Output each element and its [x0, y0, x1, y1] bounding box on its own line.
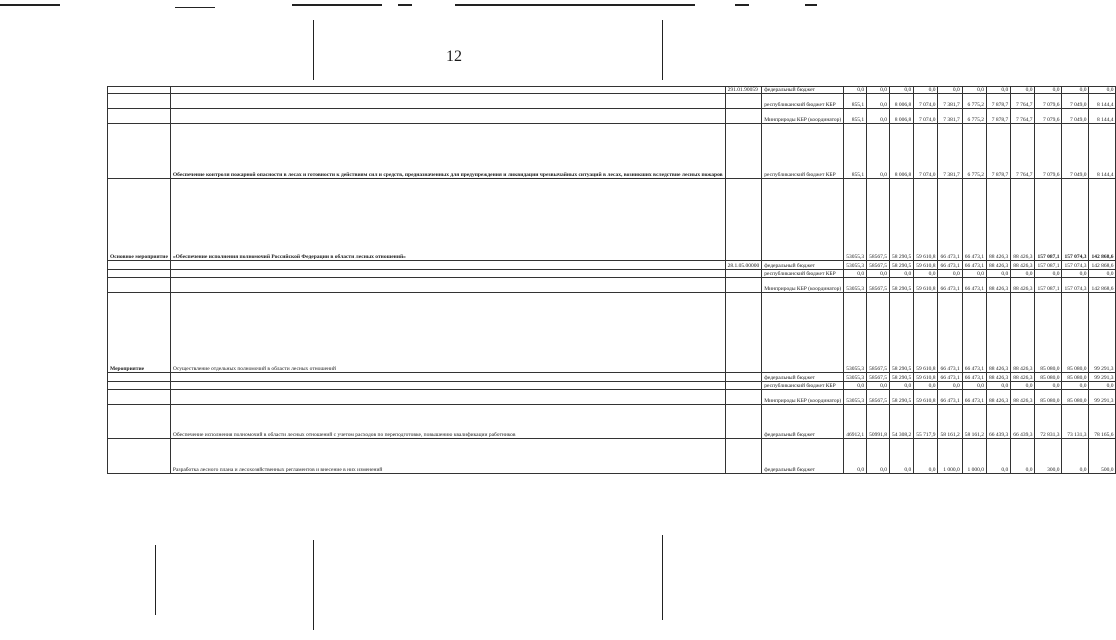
row-code-cell [725, 278, 762, 293]
row-name-cell [170, 109, 725, 124]
value-cell: 66 473,1 [938, 390, 962, 405]
row-type-cell: Основное мероприятие [108, 179, 171, 261]
value-cell: 0,0 [962, 270, 986, 278]
value-cell: 53055,3 [844, 373, 867, 382]
value-cell: 7 049,0 [1062, 94, 1089, 109]
table-row [108, 270, 1116, 278]
table-row [108, 179, 1116, 261]
scan-artifact-line [313, 20, 314, 80]
value-cell: 0,0 [867, 270, 890, 278]
value-cell: 157 087,1 [1035, 261, 1062, 270]
value-cell: 0,0 [889, 270, 913, 278]
table-row [108, 261, 1116, 270]
value-cell: 7 381,7 [938, 94, 962, 109]
value-cell: 58 290,5 [889, 179, 913, 261]
row-source-cell: Минприроды КБР (координатор) [762, 109, 844, 124]
value-cell: 6 775,2 [962, 124, 986, 179]
value-cell: 0,0 [1062, 270, 1089, 278]
value-cell: 0,0 [1089, 270, 1116, 278]
value-cell: 0,0 [1011, 270, 1035, 278]
page-number: 12 [446, 48, 462, 65]
table-row [108, 87, 1116, 94]
value-cell: 88 426,3 [1011, 293, 1035, 373]
value-cell: 66 439,3 [986, 405, 1010, 439]
table-row [108, 405, 1116, 439]
value-cell: 66 473,1 [938, 278, 962, 293]
value-cell: 88 426,3 [1011, 373, 1035, 382]
value-cell: 73 131,3 [1062, 405, 1089, 439]
value-cell: 0,0 [1011, 382, 1035, 390]
value-cell: 88 426,3 [986, 179, 1010, 261]
row-code-cell [725, 109, 762, 124]
value-cell: 58 161,2 [938, 405, 962, 439]
value-cell: 99 291,3 [1089, 293, 1116, 373]
value-cell: 72 831,3 [1035, 405, 1062, 439]
value-cell: 0,0 [1011, 87, 1035, 94]
row-type-cell [108, 278, 171, 293]
value-cell: 0,0 [914, 87, 938, 94]
value-cell: 855,1 [844, 124, 867, 179]
row-code-cell [725, 373, 762, 382]
value-cell: 0,0 [1035, 87, 1062, 94]
scan-artifact-line [313, 540, 314, 630]
row-name-cell [170, 390, 725, 405]
value-cell: 99 291,3 [1089, 373, 1116, 382]
value-cell: 0,0 [889, 439, 913, 474]
value-cell: 8 144,4 [1089, 109, 1116, 124]
table-row [108, 373, 1116, 382]
value-cell: 78 165,6 [1089, 405, 1116, 439]
value-cell: 58 290,5 [889, 293, 913, 373]
row-source-cell: республиканский бюджет КБР [762, 382, 844, 390]
value-cell: 8 144,4 [1089, 124, 1116, 179]
value-cell: 88 426,3 [986, 390, 1010, 405]
value-cell: 0,0 [867, 94, 890, 109]
value-cell: 59 610,8 [914, 179, 938, 261]
row-name-cell [170, 87, 725, 94]
row-name-cell [170, 270, 725, 278]
value-cell: 85 080,0 [1035, 373, 1062, 382]
value-cell: 142 868,6 [1089, 179, 1116, 261]
value-cell: 0,0 [1062, 439, 1089, 474]
value-cell: 8 006,8 [889, 124, 913, 179]
row-source-cell: Минприроды КБР (координатор) [762, 278, 844, 293]
value-cell: 0,0 [889, 382, 913, 390]
value-cell: 88 426,3 [986, 278, 1010, 293]
row-source-cell: Минприроды КБР (координатор) [762, 390, 844, 405]
value-cell: 0,0 [1035, 270, 1062, 278]
row-name-cell: «Обеспечение исполнения полномочий Российской Федерации в области лесных отношений» [170, 179, 725, 261]
value-cell: 66 473,1 [962, 278, 986, 293]
table-row [108, 94, 1116, 109]
row-type-cell [108, 94, 171, 109]
value-cell: 59 610,8 [914, 390, 938, 405]
row-source-cell: республиканский бюджет КБР [762, 94, 844, 109]
value-cell: 59 610,8 [914, 373, 938, 382]
value-cell: 7 049,0 [1062, 124, 1089, 179]
value-cell: 66 473,1 [962, 373, 986, 382]
scan-artifact-line [662, 535, 663, 620]
scan-artifact-line [175, 7, 215, 8]
value-cell: 8 006,8 [889, 94, 913, 109]
row-type-cell [108, 109, 171, 124]
value-cell: 157 087,1 [1035, 179, 1062, 261]
scan-artifact-line [735, 4, 749, 6]
row-name-cell [170, 261, 725, 270]
value-cell: 88 426,3 [986, 261, 1010, 270]
row-code-cell [725, 270, 762, 278]
value-cell: 66 473,1 [962, 390, 986, 405]
value-cell: 7 074,0 [914, 109, 938, 124]
value-cell: 500,0 [1089, 439, 1116, 474]
value-cell: 0,0 [844, 87, 867, 94]
value-cell: 88 426,3 [1011, 179, 1035, 261]
row-type-cell [108, 382, 171, 390]
value-cell: 58 290,5 [889, 278, 913, 293]
value-cell: 88 426,3 [1011, 278, 1035, 293]
value-cell: 7 878,7 [986, 109, 1010, 124]
value-cell: 0,0 [986, 87, 1010, 94]
value-cell: 0,0 [1035, 382, 1062, 390]
table-row [108, 293, 1116, 373]
value-cell: 58 290,5 [889, 373, 913, 382]
row-type-cell [108, 439, 171, 474]
value-cell: 1 000,0 [962, 439, 986, 474]
row-name-cell [170, 94, 725, 109]
row-code-cell: 291.01.90059 [725, 87, 762, 94]
row-source-cell [762, 293, 844, 373]
value-cell: 58 290,5 [889, 390, 913, 405]
scan-artifact-line [155, 545, 156, 615]
value-cell: 53055,3 [844, 179, 867, 261]
value-cell: 66 473,1 [938, 261, 962, 270]
row-source-cell: федеральный бюджет [762, 261, 844, 270]
value-cell: 7 074,0 [914, 94, 938, 109]
value-cell: 59 610,8 [914, 293, 938, 373]
value-cell: 7 878,7 [986, 94, 1010, 109]
value-cell: 59 610,8 [914, 278, 938, 293]
row-name-cell: Осуществление отдельных полномочий в области лесных отношений [170, 293, 725, 373]
value-cell: 7 049,0 [1062, 109, 1089, 124]
row-type-cell [108, 87, 171, 94]
value-cell: 7 764,7 [1011, 94, 1035, 109]
row-source-cell [762, 179, 844, 261]
value-cell: 85 080,0 [1062, 390, 1089, 405]
value-cell: 0,0 [986, 439, 1010, 474]
value-cell: 6 775,2 [962, 94, 986, 109]
value-cell: 53055,3 [844, 390, 867, 405]
value-cell: 66 473,1 [962, 179, 986, 261]
table-row [108, 109, 1116, 124]
value-cell: 7 381,7 [938, 109, 962, 124]
value-cell: 0,0 [1089, 382, 1116, 390]
row-source-cell: федеральный бюджет [762, 373, 844, 382]
value-cell: 85 080,0 [1035, 293, 1062, 373]
value-cell: 7 074,0 [914, 124, 938, 179]
row-type-cell [108, 124, 171, 179]
value-cell: 0,0 [889, 87, 913, 94]
value-cell: 66 473,1 [938, 373, 962, 382]
value-cell: 0,0 [1011, 439, 1035, 474]
value-cell: 58567,5 [867, 293, 890, 373]
budget-table [107, 86, 1116, 474]
row-name-cell [170, 278, 725, 293]
value-cell: 142 868,6 [1089, 278, 1116, 293]
value-cell: 66 473,1 [962, 261, 986, 270]
value-cell: 53055,3 [844, 293, 867, 373]
row-name-cell: Разработка лесного плана и лесохозяйственных регламентов и внесение в них изменений [170, 439, 725, 474]
value-cell: 53055,3 [844, 278, 867, 293]
row-type-cell [108, 373, 171, 382]
value-cell: 855,1 [844, 94, 867, 109]
row-code-cell [725, 124, 762, 179]
value-cell: 55 717,9 [914, 405, 938, 439]
value-cell: 300,0 [1035, 439, 1062, 474]
value-cell: 7 079,6 [1035, 124, 1062, 179]
value-cell: 157 087,1 [1035, 278, 1062, 293]
row-source-cell: федеральный бюджет [762, 405, 844, 439]
row-code-cell [725, 94, 762, 109]
value-cell: 0,0 [867, 109, 890, 124]
scan-artifact-line [0, 4, 60, 6]
value-cell: 0,0 [1062, 87, 1089, 94]
row-code-cell [725, 293, 762, 373]
value-cell: 7 878,7 [986, 124, 1010, 179]
value-cell: 0,0 [938, 270, 962, 278]
value-cell: 88 426,3 [1011, 261, 1035, 270]
table-row [108, 278, 1116, 293]
value-cell: 0,0 [867, 439, 890, 474]
table-row [108, 439, 1116, 474]
table-row [108, 382, 1116, 390]
row-code-cell [725, 439, 762, 474]
value-cell: 7 764,7 [1011, 109, 1035, 124]
row-source-cell: республиканский бюджет КБР [762, 270, 844, 278]
table-row [108, 390, 1116, 405]
scan-artifact-line [398, 4, 412, 6]
row-name-cell: Обеспечение контроля пожарной опасности в лесах и готовности к действиям сил и средств, предназначенных для предупреждения и ликвидации чрезвычайных ситуаций в лесах, возникших вследствие лесных пожаров [170, 124, 725, 179]
row-source-cell: республиканский бюджет КБР [762, 124, 844, 179]
value-cell: 855,1 [844, 109, 867, 124]
value-cell: 1 000,0 [938, 439, 962, 474]
row-type-cell [108, 261, 171, 270]
value-cell: 0,0 [867, 87, 890, 94]
value-cell: 66 473,1 [962, 293, 986, 373]
value-cell: 88 426,3 [1011, 390, 1035, 405]
value-cell: 0,0 [1089, 87, 1116, 94]
value-cell: 8 144,4 [1089, 94, 1116, 109]
table-row [108, 124, 1116, 179]
value-cell: 0,0 [844, 382, 867, 390]
value-cell: 59 610,8 [914, 261, 938, 270]
value-cell: 58567,5 [867, 278, 890, 293]
value-cell: 58 290,5 [889, 261, 913, 270]
row-source-cell: федеральный бюджет [762, 87, 844, 94]
value-cell: 58567,5 [867, 373, 890, 382]
scan-artifact-line [292, 4, 382, 6]
scan-artifact-line [662, 20, 663, 80]
row-type-cell: Мероприятие [108, 293, 171, 373]
value-cell: 66 439,3 [1011, 405, 1035, 439]
value-cell: 85 080,0 [1062, 373, 1089, 382]
value-cell: 88 426,3 [986, 373, 1010, 382]
value-cell: 0,0 [914, 382, 938, 390]
row-code-cell [725, 179, 762, 261]
row-code-cell [725, 382, 762, 390]
value-cell: 85 080,0 [1062, 293, 1089, 373]
value-cell: 0,0 [914, 439, 938, 474]
value-cell: 0,0 [938, 87, 962, 94]
row-code-cell [725, 390, 762, 405]
row-code-cell [725, 405, 762, 439]
value-cell: 58 161,2 [962, 405, 986, 439]
value-cell: 46912,1 [844, 405, 867, 439]
value-cell: 7 381,7 [938, 124, 962, 179]
value-cell: 58567,5 [867, 261, 890, 270]
row-type-cell [108, 405, 171, 439]
value-cell: 142 868,6 [1089, 261, 1116, 270]
row-source-cell: федеральный бюджет [762, 439, 844, 474]
value-cell: 0,0 [844, 439, 867, 474]
value-cell: 66 473,1 [938, 293, 962, 373]
row-type-cell [108, 390, 171, 405]
value-cell: 0,0 [986, 382, 1010, 390]
value-cell: 54 308,2 [889, 405, 913, 439]
value-cell: 0,0 [867, 382, 890, 390]
value-cell: 66 473,1 [938, 179, 962, 261]
value-cell: 7 764,7 [1011, 124, 1035, 179]
value-cell: 157 074,3 [1062, 278, 1089, 293]
row-name-cell: Обеспечение исполнения полномочий в области лесных отношений с учетом расходов по переподготовке, повышению квалификации работников [170, 405, 725, 439]
scan-artifact-line [455, 4, 695, 6]
row-code-cell: 28.1.05.00000 [725, 261, 762, 270]
value-cell: 0,0 [938, 382, 962, 390]
value-cell: 0,0 [962, 87, 986, 94]
value-cell: 0,0 [844, 270, 867, 278]
value-cell: 53055,3 [844, 261, 867, 270]
scan-artifact-line [805, 4, 817, 6]
value-cell: 157 074,3 [1062, 261, 1089, 270]
value-cell: 0,0 [914, 270, 938, 278]
value-cell: 7 079,6 [1035, 109, 1062, 124]
value-cell: 6 775,2 [962, 109, 986, 124]
value-cell: 99 291,3 [1089, 390, 1116, 405]
value-cell: 58567,5 [867, 179, 890, 261]
value-cell: 88 426,3 [986, 293, 1010, 373]
value-cell: 0,0 [962, 382, 986, 390]
value-cell: 8 006,8 [889, 109, 913, 124]
value-cell: 0,0 [867, 124, 890, 179]
row-name-cell [170, 382, 725, 390]
value-cell: 0,0 [986, 270, 1010, 278]
row-type-cell [108, 270, 171, 278]
value-cell: 0,0 [1062, 382, 1089, 390]
value-cell: 157 074,3 [1062, 179, 1089, 261]
value-cell: 50991,8 [867, 405, 890, 439]
value-cell: 58567,5 [867, 390, 890, 405]
value-cell: 7 079,6 [1035, 94, 1062, 109]
value-cell: 85 080,0 [1035, 390, 1062, 405]
row-name-cell [170, 373, 725, 382]
